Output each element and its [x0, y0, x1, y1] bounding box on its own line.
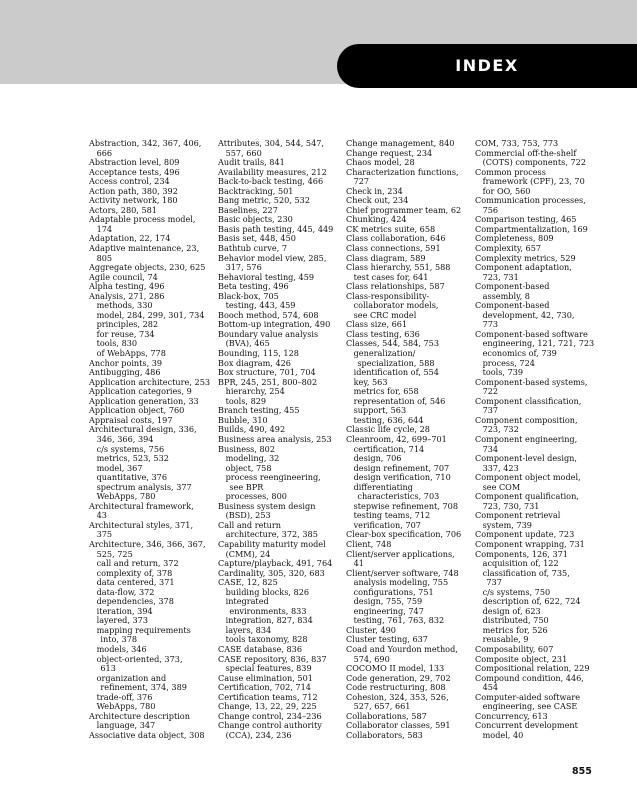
- index-entry: Bottom-up integration, 490: [218, 319, 331, 330]
- index-entry: modeling, 32: [225, 453, 280, 464]
- index-entry: 805: [96, 252, 113, 263]
- index-entry: 337, 423: [482, 462, 519, 473]
- index-entry: Bang metric, 520, 532: [218, 195, 310, 206]
- index-entry: Cardinality, 305, 320, 683: [218, 567, 325, 578]
- index-entry: development, 42, 730,: [482, 309, 575, 320]
- index-entry: Acceptance tests, 496: [89, 166, 180, 177]
- index-entry: object-oriented, 373,: [96, 653, 183, 664]
- index-entry: quantitative, 376: [96, 472, 168, 483]
- index-entry: trade-off, 376: [96, 691, 153, 702]
- index-entry: process, 724: [482, 357, 535, 368]
- index-entry: representation of, 546: [353, 395, 446, 406]
- index-entry: CK metrics suite, 658: [346, 223, 436, 234]
- index-entry: Collaborations, 587: [346, 710, 427, 721]
- index-entry: characteristics, 703: [357, 491, 440, 502]
- index-entry: generalization/: [353, 348, 416, 359]
- index-entry: Actors, 280, 581: [89, 204, 157, 215]
- index-entry: into, 378: [100, 634, 138, 645]
- index-entry: Branch testing, 455: [218, 405, 300, 416]
- index-entry: CASE database, 836: [218, 643, 303, 654]
- index-entry: (COTS) components, 722: [482, 157, 587, 168]
- index-entry: testing, 443, 459: [225, 300, 296, 311]
- index-entry: Concurrent development: [475, 720, 578, 731]
- index-entry: stepwise refinement, 708: [353, 500, 458, 511]
- page-number: 855: [572, 766, 592, 777]
- index-entry: Chief programmer team, 62: [346, 204, 462, 215]
- index-entry: Computer-aided software: [475, 691, 581, 702]
- index-entry: Complexity, 657: [475, 243, 542, 254]
- index-entry: Certification teams, 712: [218, 691, 318, 702]
- index-entry: tools, 829: [225, 395, 267, 406]
- index-entry: acquisition of, 122: [482, 558, 559, 569]
- index-entry: engineering, see CASE: [482, 701, 578, 712]
- index-entry: mapping requirements: [96, 624, 191, 635]
- index-entry: Component qualification,: [475, 491, 579, 502]
- index-entry: 722: [482, 386, 499, 397]
- index-entry: tools, 739: [482, 367, 524, 378]
- index-entry: tools taxonomy, 828: [225, 634, 308, 645]
- index-entry: 723, 730, 731: [482, 500, 540, 511]
- index-entry: Concurrency, 613: [475, 710, 548, 721]
- index-entry: (CMM), 24: [225, 548, 271, 559]
- index-entry: economics of, 739: [482, 348, 557, 359]
- index-entry: classification of, 735,: [482, 567, 570, 578]
- index-entry: Architectural styles, 371,: [89, 519, 194, 530]
- index-entry: Availability measures, 212: [218, 166, 327, 177]
- index-entry: 41: [353, 558, 364, 569]
- index-entry: Adaptable process model,: [89, 214, 196, 225]
- index-entry: Adaptation, 22, 174: [89, 233, 171, 244]
- index-entry: Bathtub curve, 7: [218, 243, 287, 254]
- index-entry: CASE, 12, 825: [218, 577, 278, 588]
- index-entry: tools, 830: [96, 338, 138, 349]
- index-entry: Analysis, 271, 286: [89, 290, 165, 301]
- index-entry: Architectural framework,: [89, 500, 194, 511]
- index-entry: (CCA), 234, 236: [225, 729, 292, 740]
- index-entry: Comparison testing, 465: [475, 214, 577, 225]
- index-column-3: [346, 139, 470, 740]
- index-entry: Black-box, 705: [218, 290, 279, 301]
- index-entry: COM, 733, 753, 773: [475, 138, 559, 148]
- index-entry: WebApps, 780: [96, 701, 156, 712]
- index-entry: Component composition,: [475, 414, 578, 425]
- index-entry: Cleanroom, 42, 699–701: [346, 433, 447, 444]
- index-entry: layered, 373: [96, 615, 149, 626]
- index-entry: design, 755, 759: [353, 596, 423, 607]
- index-entry: iteration, 394: [96, 605, 153, 616]
- index-entry: 317, 576: [225, 262, 262, 273]
- index-entry: Classes, 544, 584, 753: [346, 338, 439, 349]
- index-entry: (BSD), 253: [225, 510, 271, 521]
- index-entry: special features, 839: [225, 663, 312, 674]
- index-entry: integrated: [225, 596, 269, 607]
- index-entry: Activity network, 180: [89, 195, 178, 206]
- index-entry: Certification, 702, 714: [218, 682, 311, 693]
- index-entry: Component-level design,: [475, 453, 577, 464]
- index-entry: Collaborators, 583: [346, 729, 423, 740]
- index-entry: Boundary value analysis: [218, 328, 319, 339]
- index-entry: Cluster, 490: [346, 624, 396, 635]
- index-entry: Client/server applications,: [346, 548, 455, 559]
- index-entry: testing, 761, 763, 832: [353, 615, 445, 626]
- index-entry: model, 40: [482, 729, 524, 740]
- index-entry: of WebApps, 778: [96, 348, 166, 359]
- index-entry: system, 739: [482, 519, 532, 530]
- index-entry: Chaos model, 28: [346, 157, 415, 168]
- index-entry: testing teams, 712: [353, 510, 431, 521]
- index-entry: 527, 657, 661: [353, 701, 411, 712]
- index-entry: 574, 690: [353, 653, 390, 664]
- index-entry: architecture, 372, 385: [225, 529, 318, 540]
- index-entry: principles, 282: [96, 319, 159, 330]
- index-entry: 525, 725: [96, 548, 133, 559]
- index-entry: model, 367: [96, 462, 143, 473]
- index-entry: Application architecture, 253: [89, 376, 211, 387]
- index-entry: analysis modeling, 755: [353, 577, 449, 588]
- index-entry: Compositional relation, 229: [475, 663, 590, 674]
- index-entry: processes, 800: [225, 491, 287, 502]
- index-entry: description of, 622, 724: [482, 596, 581, 607]
- index-entry: Box diagram, 426: [218, 357, 291, 368]
- index-entry: 734: [482, 443, 499, 454]
- index-entry: see COM: [482, 481, 521, 492]
- index-entry: design of, 623: [482, 605, 541, 616]
- index-tab: [337, 44, 637, 88]
- index-entry: Component-based systems,: [475, 376, 588, 387]
- index-entry: Business, 802: [218, 443, 276, 454]
- index-entry: Abstraction, 342, 367, 406,: [89, 138, 202, 148]
- index-entry: Compound condition, 446,: [475, 672, 584, 683]
- index-entry: methods, 330: [96, 300, 153, 311]
- index-entry: 723, 731: [482, 271, 519, 282]
- index-entry: Behavior model view, 285,: [218, 252, 327, 263]
- index-entry: design verification, 710: [353, 472, 451, 483]
- index-entry: verification, 707: [353, 519, 421, 530]
- index-entry: see BPR: [229, 481, 264, 492]
- index-entry: Capability maturity model: [218, 538, 326, 549]
- index-entry: models, 346: [96, 643, 147, 654]
- index-entry: CASE repository, 836, 837: [218, 653, 327, 664]
- index-entry: Check in, 234: [346, 185, 403, 196]
- index-entry: Architecture, 346, 366, 367,: [89, 538, 206, 549]
- index-entry: Clear-box specification, 706: [346, 529, 462, 540]
- index-entry: Class diagram, 589: [346, 252, 426, 263]
- index-entry: Change request, 234: [346, 147, 433, 158]
- index-entry: Class connections, 591: [346, 243, 441, 254]
- index-entry: 756: [482, 204, 499, 215]
- index-entry: environments, 833: [229, 605, 307, 616]
- index-entry: Backtracking, 501: [218, 185, 294, 196]
- index-entry: Capture/playback, 491, 764: [218, 558, 333, 569]
- index-entry: Change, 13, 22, 29, 225: [218, 701, 317, 712]
- index-entry: 454: [482, 682, 499, 693]
- index-entry: Behavioral testing, 459: [218, 271, 315, 282]
- index-entry: data centered, 371: [96, 577, 175, 588]
- index-entry: Adaptive maintenance, 23,: [89, 243, 200, 254]
- index-entry: data-flow, 372: [96, 586, 155, 597]
- index-entry: engineering, 747: [353, 605, 424, 616]
- index-entry: testing, 636, 644: [353, 414, 424, 425]
- index-entry: identification of, 554: [353, 367, 439, 378]
- index-entry: Chunking, 424: [346, 214, 407, 225]
- index-entry: BPR, 245, 251, 800–802: [218, 376, 318, 387]
- index-entry: Class hierarchy, 551, 588: [346, 262, 451, 273]
- index-entry: Class testing, 636: [346, 328, 420, 339]
- index-entry: Aggregate objects, 230, 625: [89, 262, 206, 273]
- index-entry: metrics for, 658: [353, 386, 419, 397]
- index-entry: organization and: [96, 672, 167, 683]
- index-entry: Compartmentalization, 169: [475, 223, 588, 234]
- index-entry: Cause elimination, 501: [218, 672, 313, 683]
- index-entry: Change control, 234–236: [218, 710, 322, 721]
- index-entry: Bounding, 115, 128: [218, 348, 299, 359]
- index-entry: COCOMO II model, 133: [346, 663, 445, 674]
- index-entry: Client/server software, 748: [346, 567, 459, 578]
- index-entry: Alpha testing, 496: [89, 281, 165, 292]
- index-entry: spectrum analysis, 377: [96, 481, 192, 492]
- index-entry: key, 563: [353, 376, 388, 387]
- index-column-4: [475, 139, 599, 740]
- index-entry: Access control, 234: [89, 176, 170, 187]
- index-entry: specialization, 588: [357, 357, 435, 368]
- index-entry: c/s systems, 756: [96, 443, 165, 454]
- index-entry: Component object model,: [475, 472, 581, 483]
- index-entry: Call and return: [218, 519, 282, 530]
- index-entry: metrics, 523, 532: [96, 453, 169, 464]
- index-entry: Box structure, 701, 704: [218, 367, 316, 378]
- index-entry: c/s systems, 750: [482, 586, 551, 597]
- index-entry: 727: [353, 176, 370, 187]
- index-entry: Common process: [475, 166, 546, 177]
- index-entry: 557, 660: [225, 147, 262, 158]
- index-entry: 174: [96, 223, 113, 234]
- index-entry: Associative data object, 308: [89, 729, 205, 740]
- index-entry: Completeness, 809: [475, 233, 554, 244]
- index-entry: Beta testing, 496: [218, 281, 289, 292]
- index-entry: Business system design: [218, 500, 316, 511]
- index-entry: Component-based: [475, 281, 550, 292]
- index-entry: Anchor points, 39: [89, 357, 163, 368]
- index-entry: Cohesion, 324, 353, 526,: [346, 691, 449, 702]
- index-entry: 43: [96, 510, 107, 521]
- index-entry: Classic life cycle, 28: [346, 424, 430, 435]
- index-entry: differentiating: [353, 481, 413, 492]
- index-entry: Architecture description: [89, 710, 190, 721]
- index-entry: Component wrapping, 731: [475, 538, 585, 549]
- index-entry: engineering, 121, 721, 723: [482, 338, 595, 349]
- index-entry: Bubble, 310: [218, 414, 268, 425]
- index-entry: (BVA), 465: [225, 338, 270, 349]
- index-entry: design, 706: [353, 453, 402, 464]
- index-entry: assembly, 8: [482, 290, 530, 301]
- index-entry: Characterization functions,: [346, 166, 459, 177]
- index-entry: for reuse, 734: [96, 328, 155, 339]
- index-entry: language, 347: [96, 720, 156, 731]
- index-entry: Builds, 490, 492: [218, 424, 286, 435]
- index-entry: hierarchy, 254: [225, 386, 285, 397]
- index-entry: configurations, 751: [353, 586, 434, 597]
- index-entry: Collaborator classes, 591: [346, 720, 451, 731]
- index-entry: Component adaptation,: [475, 262, 572, 273]
- index-entry: Basis path testing, 445, 449: [218, 223, 334, 234]
- index-entry: for OO, 560: [482, 185, 531, 196]
- index-entry: Appraisal costs, 197: [89, 414, 173, 425]
- index-entry: Coad and Yourdon method,: [346, 643, 458, 654]
- index-entry: Basic objects, 230: [218, 214, 293, 225]
- index-entry: Attributes, 304, 544, 547,: [218, 138, 325, 148]
- index-column-1: [89, 139, 213, 740]
- index-entry: support, 563: [353, 405, 407, 416]
- index-entry: distributed, 750: [482, 615, 549, 626]
- index-entry: Composability, 607: [475, 643, 554, 654]
- index-entry: Component update, 723: [475, 529, 575, 540]
- index-entry: 773: [482, 319, 499, 330]
- index-entry: Audit trails, 841: [218, 157, 285, 168]
- index-entry: Abstraction level, 809: [89, 157, 180, 168]
- index-entry: 737: [486, 577, 502, 588]
- index-entry: Change control authority: [218, 720, 322, 731]
- index-entry: Communication processes,: [475, 195, 586, 206]
- index-entry: Check out, 234: [346, 195, 409, 206]
- index-entry: Baselines, 227: [218, 204, 278, 215]
- index-entry: Architectural design, 336,: [89, 424, 197, 435]
- index-entry: Commercial off-the-shelf: [475, 147, 577, 158]
- index-entry: 346, 366, 394: [96, 433, 154, 444]
- index-entry: Antibugging, 486: [89, 367, 161, 378]
- index-entry: call and return, 372: [96, 558, 179, 569]
- index-column-2: [218, 139, 342, 740]
- page-title: INDEX: [455, 56, 519, 75]
- index-entry: Class collaboration, 646: [346, 233, 446, 244]
- index-entry: integration, 827, 834: [225, 615, 313, 626]
- index-entry: Client, 748: [346, 538, 392, 549]
- index-entry: test cases for, 641: [353, 271, 429, 282]
- index-entry: process reengineering,: [225, 472, 321, 483]
- index-entry: building blocks, 826: [225, 586, 310, 597]
- index-entry: Component retrieval: [475, 510, 561, 521]
- index-entry: Component classification,: [475, 395, 582, 406]
- index-entry: object, 758: [225, 462, 272, 473]
- index-entry: Back-to-back testing, 466: [218, 176, 324, 187]
- index-entry: see CRC model: [353, 309, 417, 320]
- index-entry: reusable, 9: [482, 634, 529, 645]
- index-entry: Cluster testing, 637: [346, 634, 428, 645]
- index-entry: Composite object, 231: [475, 653, 568, 664]
- index-entry: WebApps, 780: [96, 491, 156, 502]
- index-entry: Class size, 661: [346, 319, 408, 330]
- index-entry: collaborator models,: [353, 300, 439, 311]
- index-entry: 723, 732: [482, 424, 519, 435]
- index-entry: Change management, 840: [346, 138, 455, 148]
- index-entry: 737: [482, 405, 499, 416]
- index-entry: Component-based software: [475, 328, 588, 339]
- index-entry: Component engineering,: [475, 433, 578, 444]
- index-entry: Component-based: [475, 300, 550, 311]
- index-entry: metrics for, 526: [482, 624, 548, 635]
- index-entry: design refinement, 707: [353, 462, 450, 473]
- index-entry: dependencies, 378: [96, 596, 174, 607]
- index-entry: Class relationships, 587: [346, 281, 445, 292]
- index-entry: Code generation, 29, 702: [346, 672, 451, 683]
- index-entry: Components, 126, 371: [475, 548, 568, 559]
- index-entry: Class-responsibility-: [346, 290, 430, 301]
- index-entry: Application object, 760: [89, 405, 185, 416]
- index-entry: certification, 714: [353, 443, 425, 454]
- index-entry: 375: [96, 529, 113, 540]
- index-entry: Action path, 380, 392: [89, 185, 178, 196]
- index-entry: complexity of, 378: [96, 567, 173, 578]
- index-entry: Code restructuring, 808: [346, 682, 446, 693]
- index-entry: Business area analysis, 253: [218, 433, 332, 444]
- index-entry: Booch method, 574, 608: [218, 309, 319, 320]
- index-entry: Complexity metrics, 529: [475, 252, 576, 263]
- index-entry: Basis set, 448, 450: [218, 233, 296, 244]
- index-entry: layers, 834: [225, 624, 272, 635]
- index-entry: Application generation, 33: [89, 395, 199, 406]
- index-entry: model, 284, 299, 301, 734: [96, 309, 205, 320]
- index-entry: 666: [96, 147, 113, 158]
- index-entry: refinement, 374, 389: [100, 682, 187, 693]
- index-entry: framework (CPF), 23, 70: [482, 176, 585, 187]
- index-entry: 613: [100, 663, 116, 674]
- index-entry: Agile council, 74: [89, 271, 158, 282]
- index-entry: Application categories, 9: [89, 386, 192, 397]
